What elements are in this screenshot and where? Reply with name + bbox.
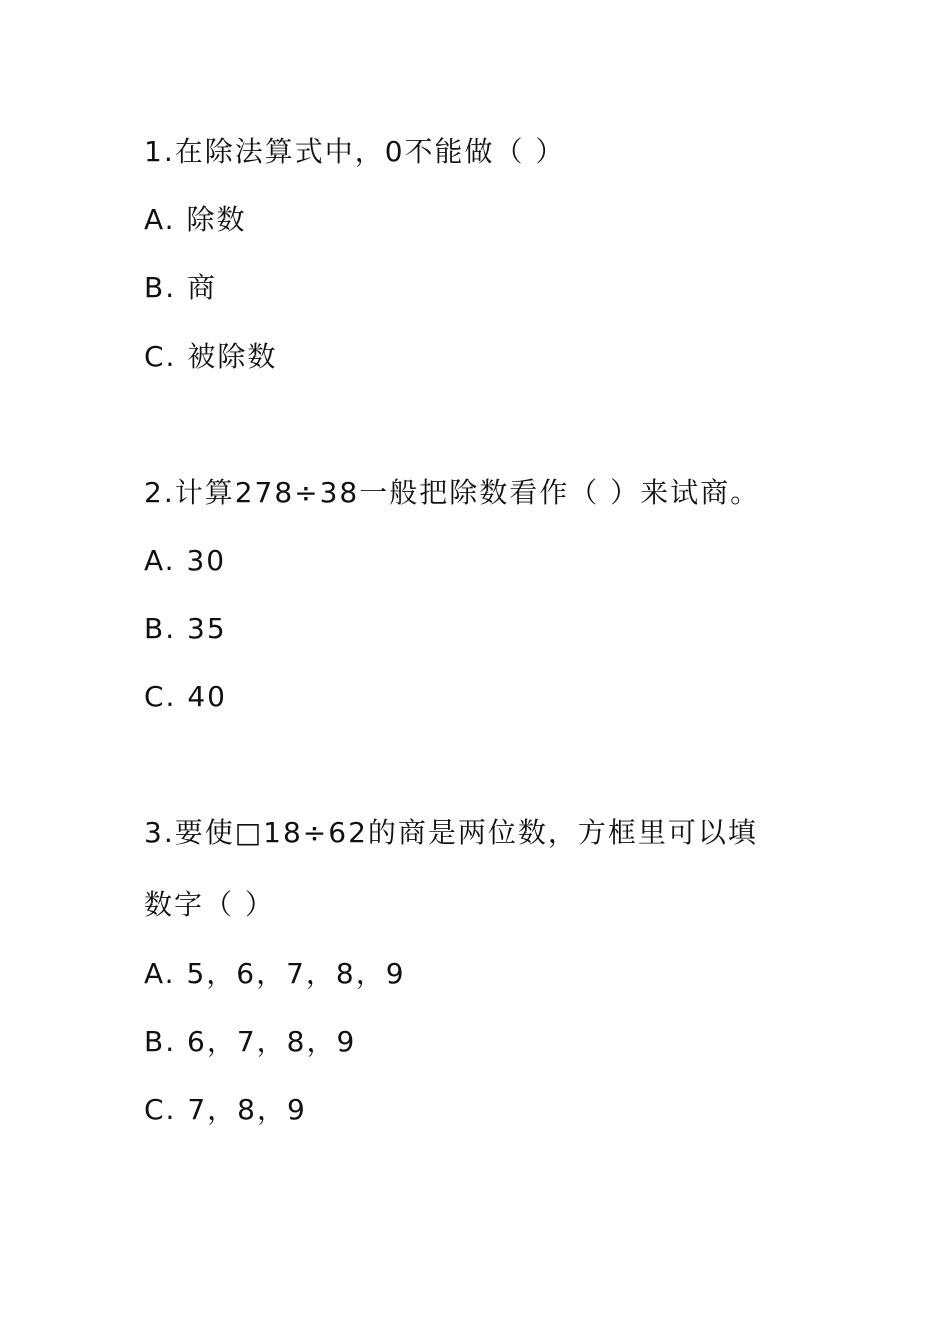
question-3-text-line-1: 3.要使□18÷62的商是两位数，方框里可以填 <box>144 816 758 849</box>
question-3-option-c: C. 7，8，9 <box>144 1093 307 1126</box>
question-1-option-b: B. 商 <box>144 271 218 304</box>
question-3-option-a: A. 5，6，7，8，9 <box>144 957 406 990</box>
question-2-option-c: C. 40 <box>144 680 227 713</box>
question-3-text-line-2: 数字（ ） <box>144 888 275 921</box>
question-2-text: 2.计算278÷38一般把除数看作（ ）来试商。 <box>144 476 761 509</box>
question-3-option-b: B. 6，7，8，9 <box>144 1025 357 1058</box>
question-2-option-a: A. 30 <box>144 544 227 577</box>
question-1-option-a: A. 除数 <box>144 203 247 236</box>
question-2-option-b: B. 35 <box>144 612 227 645</box>
question-1-text: 1.在除法算式中，0不能做（ ） <box>144 135 566 168</box>
question-1-option-c: C. 被除数 <box>144 340 278 373</box>
